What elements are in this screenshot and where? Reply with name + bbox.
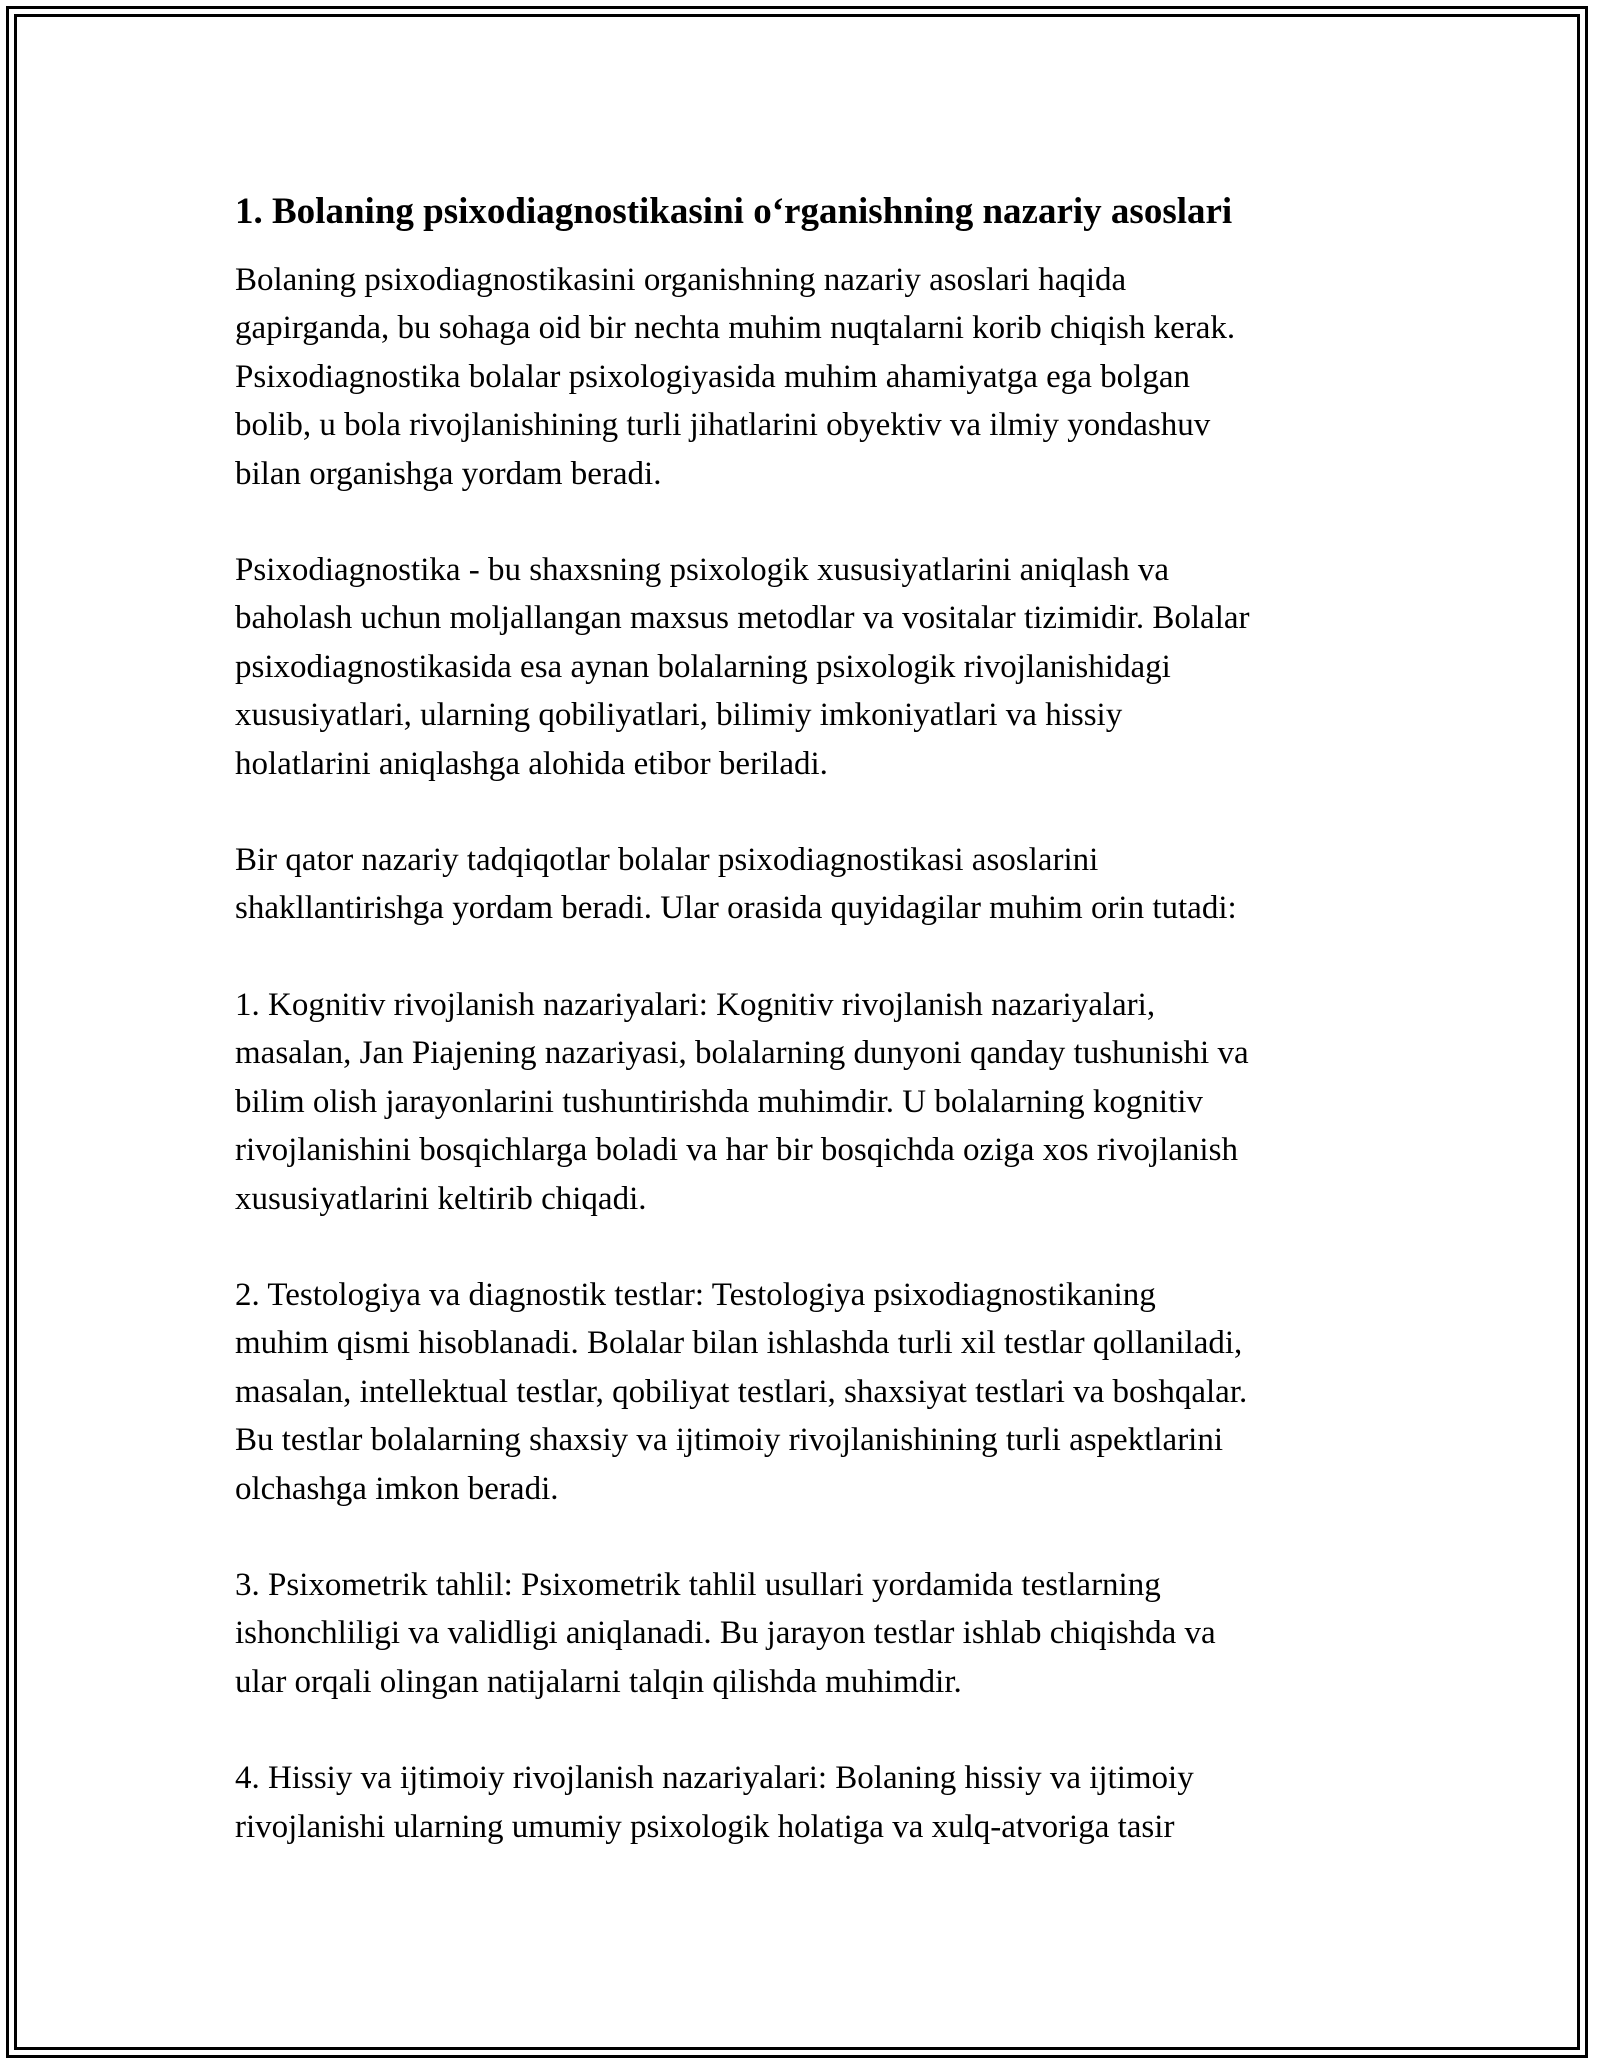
text-line: masalan, Jan Piajening nazariyasi, bolalarning dunyoni qanday tushunishi va <box>235 1035 1249 1072</box>
list-item-cognitive <box>235 981 1385 1223</box>
text-line: masalan, intellektual testlar, qobiliyat testlari, shaxsiyat testlari va boshqalar. <box>235 1373 1248 1410</box>
text-line: Bolaning psixodiagnostikasini organishning nazariy asoslari haqida <box>235 262 1127 298</box>
text-line: muhim qismi hisoblanadi. Bolalar bilan ishlashda turli xil testlar qollaniladi, <box>235 1325 1243 1362</box>
text-line: shakllantirishga yordam beradi. Ular orasida quyidagilar muhim orin tutadi: <box>235 890 1237 927</box>
text-line: olchashga imkon beradi. <box>235 1470 559 1507</box>
text-line: gapirganda, bu sohaga oid bir nechta muhim nuqtalarni korib chiqish kerak. <box>235 310 1236 347</box>
text-line: bolib, u bola rivojlanishining turli jihatlarini obyektiv va ilmiy yondashuv <box>235 407 1211 444</box>
list-item-testology <box>235 1271 1385 1513</box>
text-line: xususiyatlarini keltirib chiqadi. <box>235 1180 647 1217</box>
text-line: 2. Testologiya va diagnostik testlar: Testologiya psixodiagnostikaning <box>235 1276 1156 1313</box>
text-line: ular orqali olingan natijalarni talqin qilishda muhimdir. <box>235 1663 962 1700</box>
paragraph-definition <box>235 546 1385 788</box>
text-line: Psixodiagnostika - bu shaxsning psixologik xususiyatlarini aniqlash va <box>235 552 1170 589</box>
text-line: bilim olish jarayonlarini tushuntirishda muhimdir. U bolalarning kognitiv <box>235 1083 1203 1120</box>
text-line: Bir qator nazariy tadqiqotlar bolalar psixodiagnostikasi asoslarini <box>235 842 1099 879</box>
paragraph-intro <box>235 256 1385 498</box>
text-line: 3. Psixometrik tahlil: Psixometrik tahlil usullari yordamida testlarning <box>235 1566 1161 1603</box>
section-heading: 1. Bolaning psixodiagnostikasini o‘rganishning nazariy asoslari <box>235 191 1233 232</box>
text-line: xususiyatlari, ularning qobiliyatlari, bilimiy imkoniyatlari va hissiy <box>235 697 1123 734</box>
text-line: baholash uchun moljallangan maxsus metodlar va vositalar tizimidir. Bolalar <box>235 600 1250 637</box>
text-line: 1. Kognitiv rivojlanish nazariyalari: Kognitiv rivojlanish nazariyalari, <box>235 986 1156 1023</box>
text-line: holatlarini aniqlashga alohida etibor beriladi. <box>235 745 828 782</box>
text-line: Bu testlar bolalarning shaxsiy va ijtimoiy rivojlanishining turli aspektlarini <box>235 1422 1224 1459</box>
text-line: 4. Hissiy va ijtimoiy rivojlanish nazariyalari: Bolaning hissiy va ijtimoiy <box>235 1760 1194 1797</box>
list-item-emotional-social <box>235 1754 1385 1851</box>
text-line: Psixodiagnostika bolalar psixologiyasida muhim ahamiyatga ega bolgan <box>235 358 1190 395</box>
text-line: rivojlanishi ularning umumiy psixologik holatiga va xulq-atvoriga tasir <box>235 1808 1175 1845</box>
text-line: rivojlanishini bosqichlarga boladi va har bir bosqichda oziga xos rivojlanish <box>235 1132 1238 1169</box>
text-line: psixodiagnostikasida esa aynan bolalarning psixologik rivojlanishidagi <box>235 648 1171 685</box>
document-body <box>235 186 1385 1899</box>
list-item-psychometric <box>235 1561 1385 1706</box>
text-line: ishonchliligi va validligi aniqlanadi. Bu jarayon testlar ishlab chiqishda va <box>235 1615 1216 1652</box>
paragraph-theories-intro <box>235 836 1385 933</box>
text-line: bilan organishga yordam beradi. <box>235 455 662 492</box>
